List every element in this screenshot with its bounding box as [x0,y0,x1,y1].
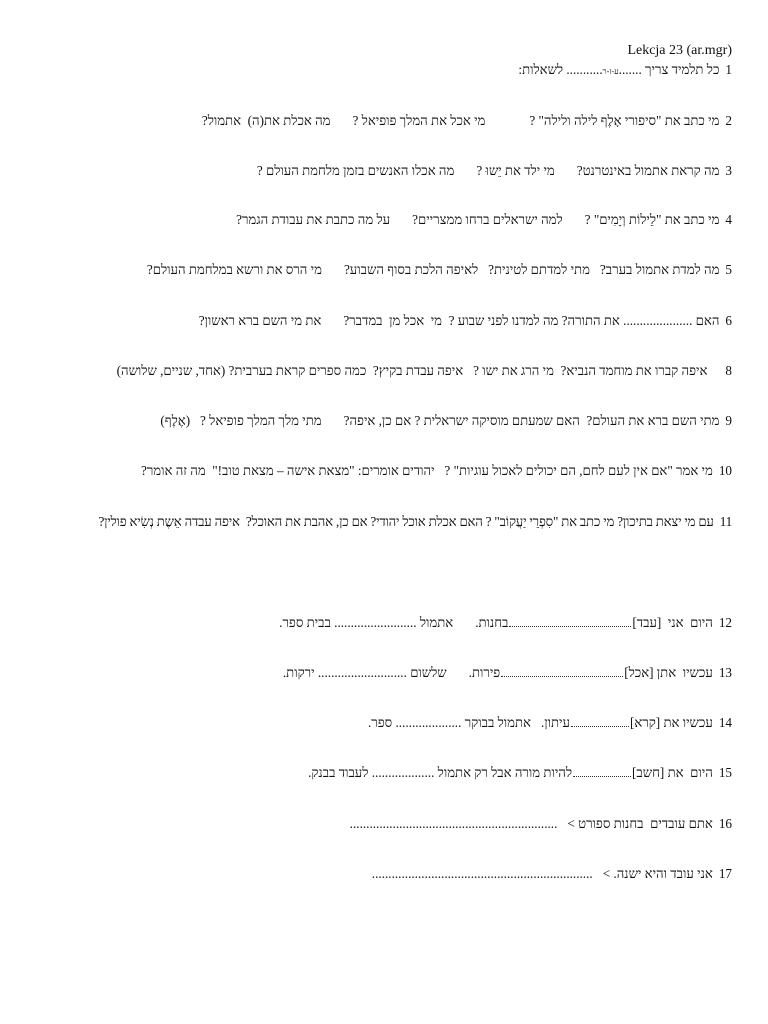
question-3 [20,163,732,179]
exercise-number: 12 [718,615,732,630]
question-number: 6 [725,313,732,328]
answer-line[interactable]: ................................................................... [371,866,593,881]
exercise-number: 16 [718,816,732,831]
question-number: 4 [725,212,732,227]
question-part: מי כתב את "לֵילוֹת וְיָמִים" ? [584,212,720,227]
answer-blank[interactable] [571,715,629,727]
question-part: מתי מלך המלך פופיאל ? (אֶלֶף) [160,413,322,428]
exercise-text: פירות. [468,665,501,680]
question-part: מי הרס את ורשא במלחמת העולם? [146,262,322,277]
answer-blank[interactable] [509,615,631,627]
exercise-14 [20,715,732,731]
exercise-12 [20,615,732,631]
question-number: 2 [725,113,732,128]
exercise-number: 15 [718,765,732,780]
question-part: לאיפה הלכת בסוף השבוע? [343,262,479,277]
question-part: מי אכל את המלך פופיאל ? [352,113,486,128]
question-9 [20,413,732,429]
question-4 [20,212,732,228]
exercise-13 [20,665,732,681]
question-part: מי כתב את "סיפורי אָלֶף לילה ולילה" ? [529,113,720,128]
question-number: 5 [725,262,732,277]
question-part: האם ..................... את התורה? מה למדנו לפני שבוע ? מי אכל מן במדבר? [343,313,720,328]
exercise-text: שלשום ........................... ירקות. [282,665,447,680]
exercise-prompt: היום את [חשב] [632,765,713,780]
question-number: 9 [725,413,732,428]
answer-blank[interactable] [501,665,623,677]
question-part: על מה כתבת את עבודת הגמר? [236,212,391,227]
question-8 [20,363,732,379]
question-part: מי אמר "אם אין לעם לחם, הם יכולים לאכול עוגיות" ? יהודים אומרים: "מצאת אישה – מצאת טוב!" מה זה אומר? [140,463,713,478]
question-number: 10 [718,463,732,478]
question-number: 11 [719,514,732,529]
question-part: איפה קברו את מוחמד הנביא? מי הרג את ישו ? איפה עבדת בקיץ? כמה ספרים קראת בערבית? (אחד, שניים, שלושה) [116,363,708,378]
question-part: מה אכלת את(ה) אתמול? [201,113,331,128]
exercise-text: אתמול ......................... בבית ספר. [279,615,454,630]
exercise-prompt: עכשיו אתן [אכל] [624,665,713,680]
question-part: מי ילד את יֵשוּ ? [476,163,555,178]
question-number: 3 [725,163,732,178]
question-part: מה אכלו האנשים בזמן מלחמת העולם ? [256,163,455,178]
question-2 [20,113,732,129]
exercise-prompt: אני עובד והיא ישנה. > [602,866,713,881]
question-part: מה למדת אתמול בערב? [599,262,720,277]
question-part: מה קראת אתמול באינטרנט? [576,163,720,178]
question-number: 1 [725,62,732,77]
question-part: מתי השם ברא את העולם? האם שמעתם מוסיקה ישראלית ? אם כן, איפה? [343,413,720,428]
exercise-text: אתמול בבוקר .................... ספר. [367,715,531,730]
instruction-text: כל תלמיד צריך ....... [618,62,720,77]
page-title: Lekcja 23 (ar.mgr) [627,43,732,58]
exercise-prompt: אתם עובדים בחנות ספורט > [567,816,713,831]
question-5 [20,262,732,278]
instruction-line [20,62,732,80]
question-part: עם מי יצאת בתיכון? מי כתב את "סִפְרֵי יַעֲקוֹב" ? האם אכלת אוכל יהודי? אם כן, אהבת את האוכל? איפה עבדה אֵשֶת נְשִׂיא פולין? [98,514,714,529]
exercise-prompt: עכשיו את [קרא] [629,715,713,730]
answer-blank[interactable] [573,765,631,777]
exercise-16 [20,816,732,832]
question-part: את מי השם ברא ראשון? [198,313,322,328]
exercise-text: בחנות. [475,615,509,630]
exercise-number: 13 [718,665,732,680]
question-number: 8 [725,363,732,378]
question-part: מתי למדתם לטינית? [488,262,590,277]
exercise-number: 17 [718,866,732,881]
exercise-17 [20,866,732,882]
exercise-15 [20,765,732,781]
answer-line[interactable]: ............................................................... [349,816,558,831]
question-11 [20,514,732,530]
instruction-hint: ע-ז-ר [602,67,619,76]
exercise-number: 14 [718,715,732,730]
exercise-text: עיתון. [540,715,570,730]
instruction-rest: ........... לשאלות: [518,62,603,77]
question-6 [20,313,732,329]
question-part: למה ישראלים ברחו ממצריים? [412,212,563,227]
exercise-prompt: היום אני [עבד] [632,615,713,630]
exercise-text: להיות מורה אבל רק אתמול ................... לעבוד בבנק. [308,765,573,780]
question-10 [20,463,732,479]
